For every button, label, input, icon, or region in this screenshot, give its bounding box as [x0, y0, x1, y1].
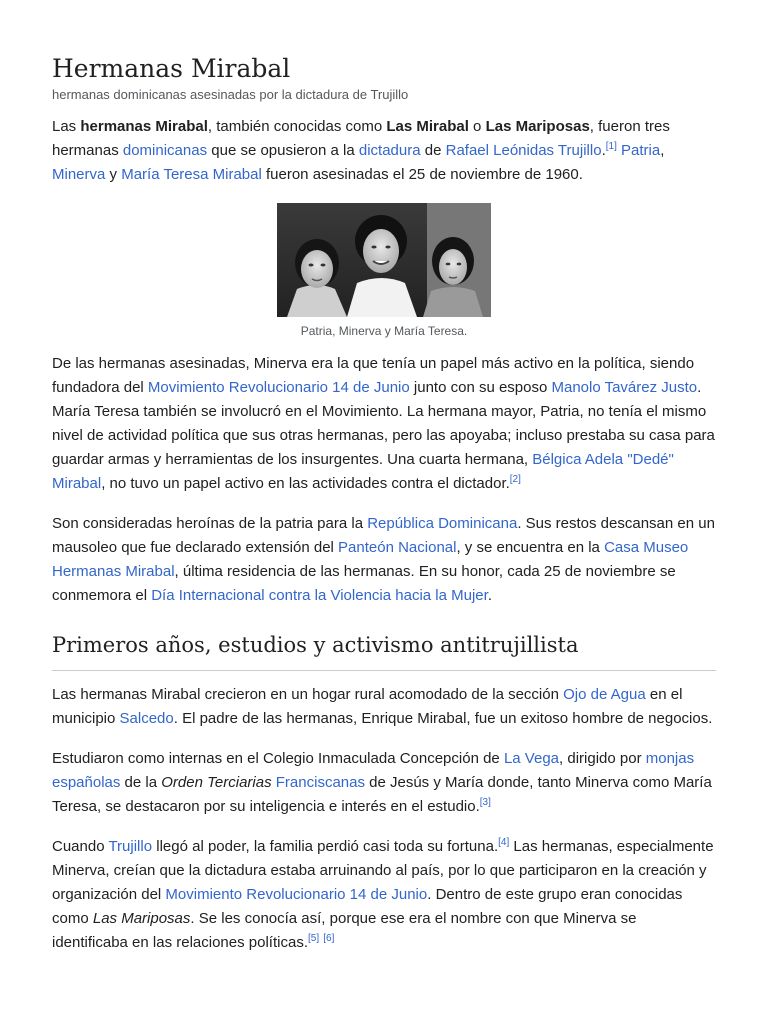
- text: Son consideradas heroínas de la patria para la: [52, 515, 368, 532]
- text: fueron asesinadas el 25 de noviembre de 1960.: [261, 166, 583, 183]
- intro-paragraph: [52, 115, 716, 187]
- bold-term: hermanas Mirabal: [80, 118, 208, 135]
- text: . Se les conocía así, porque ese era el nombre con que Minerva se identificaba en las relaciones políticas.: [52, 910, 637, 951]
- link-patria[interactable]: Patria: [621, 142, 661, 159]
- text: Estudiaron como internas en el Colegio Inmaculada Concepción de: [52, 750, 504, 767]
- text: . Sus restos descansan en un mausoleo que fue declarado extensión del: [52, 515, 715, 556]
- text: Las hermanas, especialmente Minerva, creían que la dictadura estaba arruinando al país, por lo que participaron en la creación y organización del: [52, 838, 714, 903]
- text: .: [487, 587, 492, 604]
- link-salcedo[interactable]: Salcedo: [119, 710, 174, 727]
- link-republica-dominicana[interactable]: República Dominicana: [367, 515, 518, 532]
- text: llegó al poder, la familia perdió casi toda su fortuna.: [152, 838, 499, 855]
- bold-term: Las Mariposas: [485, 118, 590, 135]
- text: que se opusieron a la: [207, 142, 359, 159]
- text: , también conocidas como: [207, 118, 387, 135]
- reference: [323, 933, 334, 944]
- link-monjas-espanolas[interactable]: monjas españolas: [52, 750, 695, 791]
- text: , no tuvo un papel activo en las actividades contra el dictador.: [101, 475, 510, 492]
- italic-term: Las Mariposas: [92, 910, 191, 927]
- text: , fueron tres hermanas: [52, 118, 670, 159]
- reference-link-5[interactable]: [5]: [307, 933, 320, 944]
- italic-term: Orden Terciarias: [161, 774, 272, 791]
- text: de: [420, 142, 446, 159]
- text: , dirigido por: [559, 750, 646, 767]
- link-minerva[interactable]: Minerva: [52, 166, 106, 183]
- text: y: [105, 166, 122, 183]
- page-subtitle: hermanas dominicanas asesinadas por la dictadura de Trujillo: [52, 87, 409, 102]
- reference: [510, 474, 521, 485]
- text: , última residencia de las hermanas. En su honor, cada 25 de noviembre se conmemora el: [52, 563, 676, 604]
- link-dominicanas[interactable]: dominicanas: [122, 142, 208, 159]
- text: De las hermanas asesinadas, Minerva era la que tenía un papel más activo en la política, siendo fundadora del: [52, 355, 695, 396]
- paragraph-heroinas: [52, 512, 716, 608]
- text: . Dentro de este grupo eran conocidas como: [52, 886, 683, 927]
- link-ojo-de-agua[interactable]: Ojo de Agua: [563, 686, 646, 703]
- link-casa-museo[interactable]: Casa Museo Hermanas Mirabal: [52, 539, 689, 580]
- link-manolo-tavarez[interactable]: Manolo Tavárez Justo: [551, 379, 698, 396]
- link-maria-teresa[interactable]: María Teresa Mirabal: [121, 166, 262, 183]
- paragraph-estudios: [52, 747, 716, 819]
- reference-link-2[interactable]: [2]: [509, 474, 521, 485]
- link-la-vega[interactable]: La Vega: [503, 750, 560, 767]
- reference: [480, 797, 491, 808]
- sisters-photo[interactable]: [277, 203, 491, 317]
- text: ,: [660, 142, 665, 159]
- text: o: [468, 118, 486, 135]
- text: de la: [120, 774, 162, 791]
- link-movimiento-14-junio[interactable]: Movimiento Revolucionario 14 de Junio: [147, 379, 410, 396]
- text: .: [601, 142, 606, 159]
- link-dictadura[interactable]: dictadura: [358, 142, 421, 159]
- paragraph-trujillo: [52, 835, 716, 955]
- paragraph-minerva-activism: [52, 352, 716, 496]
- link-movimiento-14-junio-2[interactable]: Movimiento Revolucionario 14 de Junio: [165, 886, 428, 903]
- section-heading: Primeros años, estudios y activismo antitrujillista: [52, 630, 716, 671]
- link-trujillo[interactable]: Trujillo: [108, 838, 153, 855]
- figure-caption: Patria, Minerva y María Teresa.: [300, 324, 468, 338]
- link-dia-internacional[interactable]: Día Internacional contra la Violencia hacia la Mujer: [151, 587, 488, 604]
- text: . María Teresa también se involucró en el Movimiento. La hermana mayor, Patria, no tenía el mismo nivel de actividad política que sus otras hermanas, pero las apoyaba; incluso prestaba su casa para guardar armas y herramientas de los insurgentes. Una cuarta hermana,: [52, 379, 715, 468]
- page-title: Hermanas Mirabal: [52, 54, 291, 83]
- paragraph-hogar-rural: [52, 683, 716, 731]
- text: Las: [52, 118, 81, 135]
- reference: [308, 933, 319, 944]
- figure: [52, 203, 716, 339]
- text: Las hermanas Mirabal crecieron en un hogar rural acomodado de la sección: [52, 686, 564, 703]
- link-dede-mirabal[interactable]: Bélgica Adela "Dedé" Mirabal: [52, 451, 674, 492]
- text: junto con su esposo: [409, 379, 552, 396]
- link-rafael-trujillo[interactable]: Rafael Leónidas Trujillo: [445, 142, 602, 159]
- reference-link-6[interactable]: [6]: [323, 933, 335, 944]
- reference: [498, 837, 509, 848]
- text: , y se encuentra en la: [456, 539, 605, 556]
- text: en el municipio: [52, 686, 683, 727]
- text: Cuando: [52, 838, 109, 855]
- bold-term: Las Mirabal: [386, 118, 469, 135]
- text: . El padre de las hermanas, Enrique Mirabal, fue un exitoso hombre de negocios.: [173, 710, 713, 727]
- reference: [606, 141, 617, 152]
- link-panteon-nacional[interactable]: Panteón Nacional: [338, 539, 457, 556]
- reference-link-4[interactable]: [4]: [498, 837, 510, 848]
- link-franciscanas[interactable]: Franciscanas: [275, 774, 365, 791]
- reference-link-3[interactable]: [3]: [479, 797, 491, 808]
- reference-link-1[interactable]: [1]: [605, 141, 617, 152]
- text: de Jesús y María donde, tanto Minerva como María Teresa, se destacaron por su inteligencia e interés en el estudio.: [52, 774, 712, 815]
